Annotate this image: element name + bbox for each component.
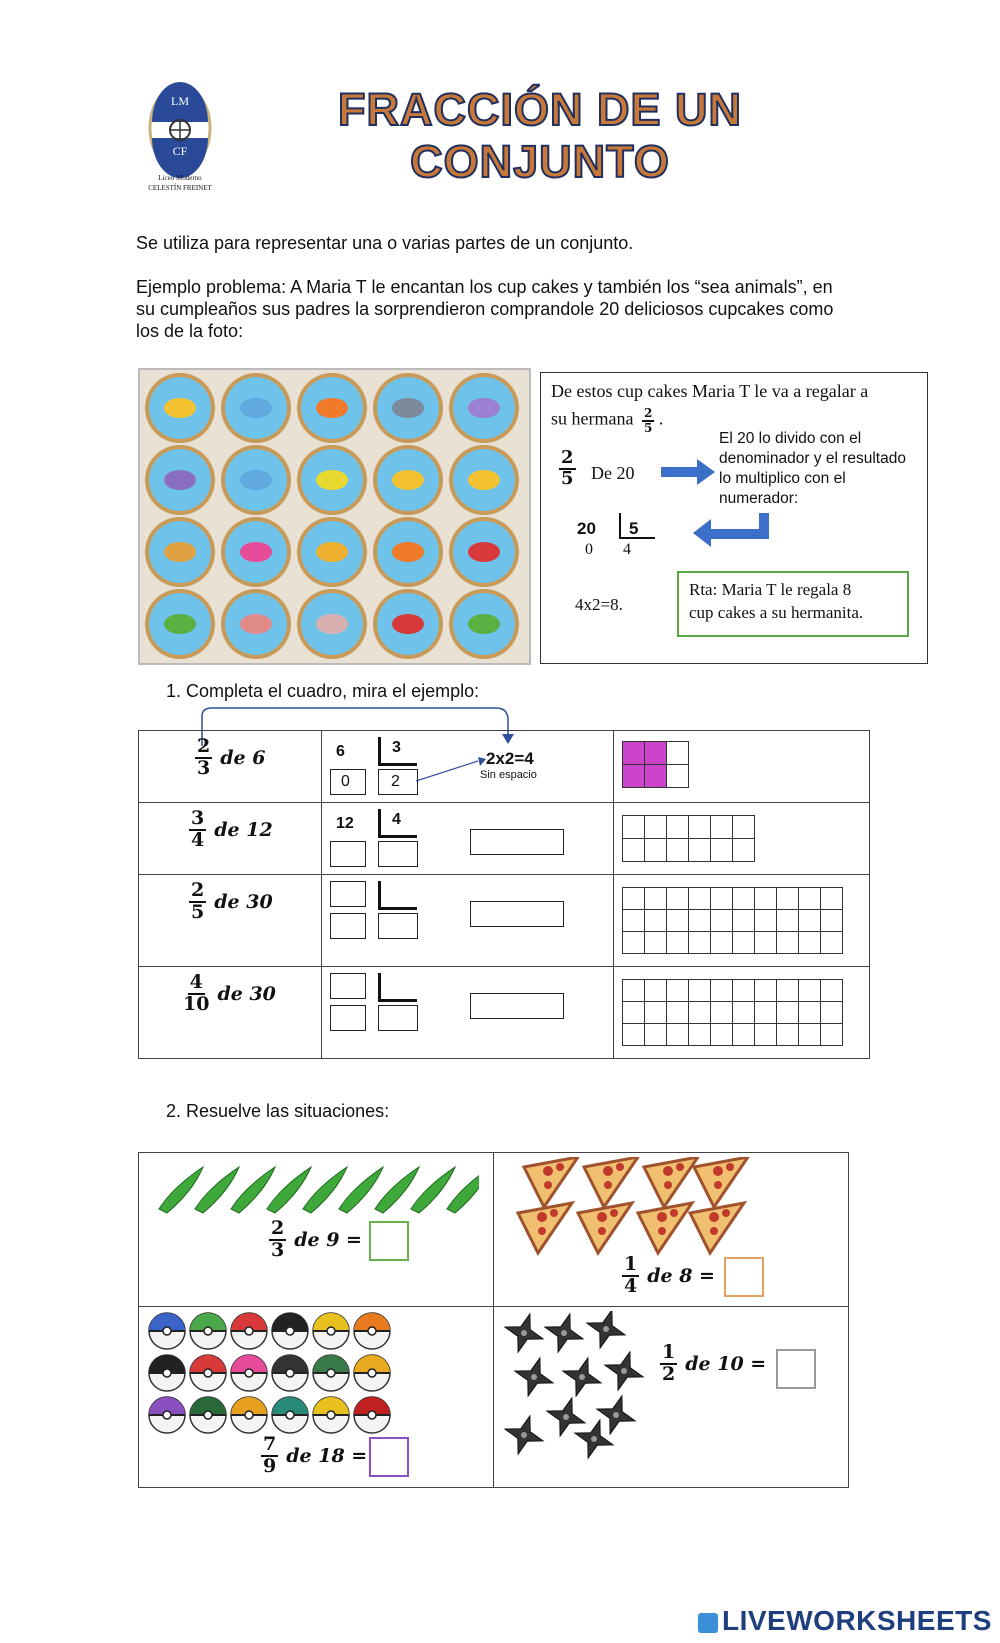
- example-result: 2x2=4: [486, 749, 534, 768]
- situation-fraction: [261, 1435, 278, 1477]
- situation-pokeballs: [139, 1307, 494, 1488]
- pokeball: [190, 1355, 226, 1391]
- pokeball: [231, 1313, 267, 1349]
- grid-square[interactable]: [645, 1002, 667, 1024]
- answer-line-1: Rta: Maria T le regala 8: [689, 580, 852, 599]
- grid-square[interactable]: [645, 932, 667, 954]
- grid-square[interactable]: [689, 816, 711, 839]
- fraction-numerator: 2: [643, 406, 653, 420]
- cupcake: [449, 373, 519, 443]
- division-quotient: 4: [623, 541, 631, 558]
- division-dividend: 12: [336, 815, 354, 832]
- fraction-denominator: 10: [183, 992, 210, 1015]
- result-input[interactable]: [470, 901, 564, 927]
- pokeball: [313, 1355, 349, 1391]
- fraction-cell: [139, 967, 322, 1059]
- ninja-star: [587, 1311, 625, 1348]
- division-cell: [322, 803, 614, 875]
- grid-square[interactable]: [711, 932, 733, 954]
- grid-square[interactable]: [667, 888, 689, 910]
- remainder-value: 0: [341, 773, 350, 790]
- grid-square[interactable]: [733, 910, 755, 932]
- fraction-denominator: 5: [643, 420, 653, 435]
- ninja-star: [515, 1358, 553, 1396]
- page-title: [300, 84, 780, 188]
- grid-square[interactable]: [623, 1024, 645, 1046]
- cupcake: [221, 589, 291, 659]
- grid-square[interactable]: [799, 910, 821, 932]
- dividend-input[interactable]: [330, 973, 366, 999]
- remainder-input[interactable]: [330, 913, 366, 939]
- grid-square[interactable]: [711, 816, 733, 839]
- grid-square[interactable]: [777, 1002, 799, 1024]
- row-fraction: [189, 881, 206, 923]
- pizza-slice: [644, 1157, 698, 1207]
- cupcake: [221, 373, 291, 443]
- grid-square[interactable]: [667, 980, 689, 1002]
- grid-square[interactable]: [777, 932, 799, 954]
- grid-square[interactable]: [689, 980, 711, 1002]
- grid-square[interactable]: [667, 910, 689, 932]
- cupcake: [373, 589, 443, 659]
- grid-square[interactable]: [755, 980, 777, 1002]
- division-remainder: 0: [585, 541, 593, 558]
- pokeball: [272, 1355, 308, 1391]
- pizza-slice: [638, 1203, 692, 1253]
- pizza-slice: [690, 1203, 744, 1253]
- grid-square[interactable]: [689, 839, 711, 862]
- fraction-numerator: 4: [189, 971, 203, 993]
- ninja-star: [545, 1314, 583, 1352]
- pokeballs-image: [147, 1311, 397, 1441]
- ninja-star: [575, 1420, 613, 1458]
- left-arrow-icon: [693, 513, 771, 547]
- grid-square[interactable]: [623, 1002, 645, 1024]
- pokeball: [231, 1355, 267, 1391]
- pizza-slice: [524, 1157, 578, 1207]
- cupcakes-photo: [138, 368, 531, 665]
- cupcake: [373, 373, 443, 443]
- table-row: [139, 803, 870, 875]
- cupcake: [145, 517, 215, 587]
- fraction-denominator: 9: [263, 1454, 277, 1477]
- of-quantity: de 18 =: [286, 1444, 368, 1467]
- row-fraction: [195, 737, 212, 779]
- fraction-numerator: 2: [197, 735, 211, 757]
- product-text: 4x2=8.: [575, 595, 623, 614]
- grid-square[interactable]: [799, 980, 821, 1002]
- grid-square[interactable]: [623, 910, 645, 932]
- grid-square[interactable]: [799, 1002, 821, 1024]
- grid-square[interactable]: [667, 816, 689, 839]
- pokeball: [149, 1355, 185, 1391]
- grid-square[interactable]: [755, 910, 777, 932]
- remainder-input[interactable]: [330, 769, 366, 795]
- quotient-input[interactable]: [378, 769, 418, 795]
- footer-brand: [698, 1605, 992, 1637]
- grid-square[interactable]: [689, 1024, 711, 1046]
- pizza-slice: [578, 1203, 632, 1253]
- grid-square[interactable]: [755, 888, 777, 910]
- chili-peppers-image: [149, 1157, 479, 1217]
- pokeball: [190, 1397, 226, 1433]
- division-divisor: 4: [392, 811, 401, 828]
- grid-square[interactable]: [799, 888, 821, 910]
- grid-square[interactable]: [821, 932, 843, 954]
- fraction-numerator: 7: [263, 1433, 277, 1455]
- logo-caption-1: Liceo Moderno: [158, 174, 202, 182]
- result-input[interactable]: [470, 993, 564, 1019]
- grid-square[interactable]: [645, 816, 667, 839]
- pointer-arrow-icon: [416, 757, 486, 783]
- grid-square[interactable]: [667, 932, 689, 954]
- grid-square[interactable]: [645, 839, 667, 862]
- of-quantity: de 6: [220, 746, 266, 769]
- fraction-grid[interactable]: [622, 741, 689, 788]
- cupcake: [221, 517, 291, 587]
- grid-square[interactable]: [711, 888, 733, 910]
- grid-square[interactable]: [733, 932, 755, 954]
- cupcake: [145, 589, 215, 659]
- example-box: [540, 372, 928, 664]
- grid-square[interactable]: [645, 910, 667, 932]
- fraction-grid[interactable]: [622, 815, 755, 862]
- grid-square[interactable]: [821, 888, 843, 910]
- grid-square[interactable]: [821, 1002, 843, 1024]
- liveworksheets-logo-icon: [698, 1613, 718, 1633]
- quotient-input[interactable]: [378, 913, 418, 939]
- grid-square[interactable]: [733, 888, 755, 910]
- pokeball: [354, 1397, 390, 1433]
- grid-square[interactable]: [711, 839, 733, 862]
- example-problem: Ejemplo problema: A Maria T le encantan los cup cakes y también los “sea animals”, en su cumpleaños sus padres la sorprendieron comprandole 20 deliciosos cupcakes como los de la foto:: [136, 277, 834, 341]
- grid-square[interactable]: [799, 932, 821, 954]
- remainder-input[interactable]: [330, 1005, 366, 1031]
- pizza-slices-image: [514, 1157, 754, 1257]
- result-input[interactable]: [470, 829, 564, 855]
- fraction-cell: [139, 875, 322, 967]
- grid-square[interactable]: [821, 1024, 843, 1046]
- fraction-numerator: 3: [191, 807, 205, 829]
- of-quantity: de 12: [214, 818, 273, 841]
- cupcake: [145, 373, 215, 443]
- logo-caption-2: CELESTÍN FREINET: [148, 184, 212, 192]
- grid-square[interactable]: [733, 980, 755, 1002]
- of-quantity: de 9 =: [294, 1228, 362, 1251]
- grid-cell: [614, 731, 870, 803]
- quotient-input[interactable]: [378, 1005, 418, 1031]
- pizza-slice: [694, 1157, 748, 1207]
- fraction-denominator: 2: [662, 1362, 676, 1385]
- answer-input[interactable]: [724, 1257, 764, 1297]
- of-quantity: de 10 =: [685, 1352, 767, 1375]
- situation-fraction: [660, 1343, 677, 1385]
- cupcake: [373, 517, 443, 587]
- answer-input[interactable]: [776, 1349, 816, 1389]
- table-row: [139, 875, 870, 967]
- ninja-star: [505, 1314, 543, 1352]
- division-cell: [322, 967, 614, 1059]
- grid-square[interactable]: [645, 980, 667, 1002]
- example-intro-2: su hermana $\frac{2}{5}$ .: [551, 406, 664, 435]
- situation-peppers: [139, 1153, 494, 1307]
- intro-text: Se utiliza para representar una o varias partes de un conjunto.: [136, 233, 634, 253]
- title-line-1: FRACCIÓN DE UN: [338, 84, 742, 135]
- logo-bottom-text: CF: [172, 144, 188, 158]
- footer-brand-text: LIVEWORKSHEETS: [722, 1605, 992, 1636]
- grid-square[interactable]: [667, 1002, 689, 1024]
- grid-square[interactable]: [711, 1024, 733, 1046]
- row-fraction: [183, 973, 209, 1015]
- grid-square[interactable]: [645, 1024, 667, 1046]
- grid-square[interactable]: [711, 980, 733, 1002]
- answer-input[interactable]: [369, 1221, 409, 1261]
- grid-square[interactable]: [623, 932, 645, 954]
- division-dividend: 6: [336, 743, 345, 760]
- grid-cell: [614, 875, 870, 967]
- ninja-star: [597, 1396, 635, 1434]
- situation-fraction: [269, 1219, 286, 1261]
- grid-square[interactable]: [755, 1024, 777, 1046]
- fraction-denominator: 5: [561, 467, 574, 489]
- ninja-star: [547, 1398, 585, 1436]
- division-divisor: 3: [392, 739, 401, 756]
- fraction-denominator: 3: [197, 756, 211, 779]
- grid-square[interactable]: [689, 1002, 711, 1024]
- grid-square[interactable]: [755, 1002, 777, 1024]
- example-intro-1: De estos cup cakes Maria T le va a regalar a: [551, 381, 869, 401]
- quotient-value: 2: [391, 773, 400, 790]
- grid-square[interactable]: [777, 888, 799, 910]
- example-fraction-small: [642, 407, 654, 434]
- fraction-numerator: 2: [271, 1217, 285, 1239]
- pokeball: [231, 1397, 267, 1433]
- ninja-star: [563, 1358, 601, 1396]
- grid-square[interactable]: [623, 980, 645, 1002]
- answer-box: [677, 571, 909, 637]
- pokeball: [149, 1313, 185, 1349]
- remainder-input[interactable]: [330, 841, 366, 867]
- ninja-star: [505, 1416, 543, 1454]
- fraction-numerator: 2: [561, 447, 574, 468]
- grid-square[interactable]: [777, 1024, 799, 1046]
- answer-line-2: cup cakes a su hermanita.: [689, 603, 864, 622]
- grid-square[interactable]: [623, 888, 645, 910]
- grid-square[interactable]: [733, 839, 755, 862]
- example-intro-2-text: su hermana: [551, 408, 634, 429]
- grid-square[interactable]: [667, 839, 689, 862]
- pizza-slice: [584, 1157, 638, 1207]
- row-fraction: [189, 809, 206, 851]
- grid-square[interactable]: [689, 910, 711, 932]
- pokeball: [313, 1397, 349, 1433]
- grid-square[interactable]: [733, 1024, 755, 1046]
- title-line-2: CONJUNTO: [410, 136, 670, 187]
- cupcake: [145, 445, 215, 515]
- situations-table: [138, 1152, 849, 1488]
- grid-square[interactable]: [711, 1002, 733, 1024]
- pokeball: [272, 1397, 308, 1433]
- grid-cell: [614, 967, 870, 1059]
- division-cell: [322, 731, 614, 803]
- cupcake: [449, 517, 519, 587]
- pokeball: [354, 1355, 390, 1391]
- grid-cell: [614, 803, 870, 875]
- division-sign: [378, 881, 417, 910]
- of-quantity: de 30: [214, 890, 273, 913]
- division-cell: [322, 875, 614, 967]
- table-row: [139, 1153, 849, 1307]
- explanation-text: El 20 lo divido con el denominador y el resultado lo multiplico con el numerador:: [719, 430, 906, 507]
- pokeball: [190, 1313, 226, 1349]
- cupcake: [297, 445, 367, 515]
- cupcake: [297, 517, 367, 587]
- grid-square[interactable]: [623, 839, 645, 862]
- table-row: [139, 967, 870, 1059]
- of-quantity: de 8 =: [647, 1264, 715, 1287]
- division-sign: [378, 973, 417, 1002]
- example-note: Sin espacio: [480, 769, 537, 781]
- table-row: [139, 1307, 849, 1488]
- grid-square[interactable]: [733, 816, 755, 839]
- pokeball: [149, 1397, 185, 1433]
- fraction-numerator: 1: [662, 1341, 676, 1363]
- right-arrow-icon: [661, 459, 717, 485]
- pokeball: [354, 1313, 390, 1349]
- fraction-denominator: 3: [271, 1238, 285, 1261]
- grid-square[interactable]: [667, 1024, 689, 1046]
- division-divisor: 5: [629, 519, 639, 538]
- cupcake: [373, 445, 443, 515]
- grid-square[interactable]: [755, 932, 777, 954]
- example-fraction-large: [559, 449, 576, 489]
- division-dividend: 20: [577, 519, 596, 538]
- pokeball: [313, 1313, 349, 1349]
- fraction-cell: [139, 731, 322, 803]
- quotient-input[interactable]: [378, 841, 418, 867]
- grid-square[interactable]: [777, 980, 799, 1002]
- situation-stars: [494, 1307, 849, 1488]
- grid-square[interactable]: [689, 888, 711, 910]
- fraction-denominator: 5: [191, 900, 205, 923]
- grid-square[interactable]: [733, 1002, 755, 1024]
- pokeball: [272, 1313, 308, 1349]
- fraction-denominator: 4: [191, 828, 205, 851]
- question-2-label: 2. Resuelve las situaciones:: [166, 1101, 390, 1121]
- completion-table: [138, 730, 870, 1059]
- fraction-numerator: 2: [191, 879, 205, 901]
- grid-square[interactable]: [711, 910, 733, 932]
- grid-square[interactable]: [645, 888, 667, 910]
- answer-input[interactable]: [369, 1437, 409, 1477]
- example-fraction: [559, 449, 576, 489]
- school-logo: [134, 80, 226, 205]
- cupcake: [449, 589, 519, 659]
- cupcake: [221, 445, 291, 515]
- fraction-grid[interactable]: [622, 979, 843, 1046]
- grid-square[interactable]: [821, 910, 843, 932]
- question-1-label: 1. Completa el cuadro, mira el ejemplo:: [166, 681, 480, 701]
- grid-square[interactable]: [821, 980, 843, 1002]
- situation-fraction: [622, 1255, 639, 1297]
- grid-square[interactable]: [777, 910, 799, 932]
- cupcake: [297, 373, 367, 443]
- de-20-label: De 20: [591, 463, 635, 483]
- fraction-cell: [139, 803, 322, 875]
- cupcake: [297, 589, 367, 659]
- situation-pizza: [494, 1153, 849, 1307]
- ninja-stars-image: [502, 1311, 672, 1471]
- pizza-slice: [518, 1203, 572, 1253]
- fraction-numerator: 1: [624, 1253, 638, 1275]
- dividend-input[interactable]: [330, 881, 366, 907]
- grid-square[interactable]: [689, 932, 711, 954]
- table-row: [139, 731, 870, 803]
- logo-top-text: LM: [171, 94, 189, 108]
- cupcake: [449, 445, 519, 515]
- fraction-grid[interactable]: [622, 887, 843, 954]
- grid-square[interactable]: [623, 816, 645, 839]
- of-quantity: de 30: [217, 982, 276, 1005]
- grid-square[interactable]: [799, 1024, 821, 1046]
- fraction-denominator: 4: [624, 1274, 638, 1297]
- ninja-star: [605, 1352, 643, 1390]
